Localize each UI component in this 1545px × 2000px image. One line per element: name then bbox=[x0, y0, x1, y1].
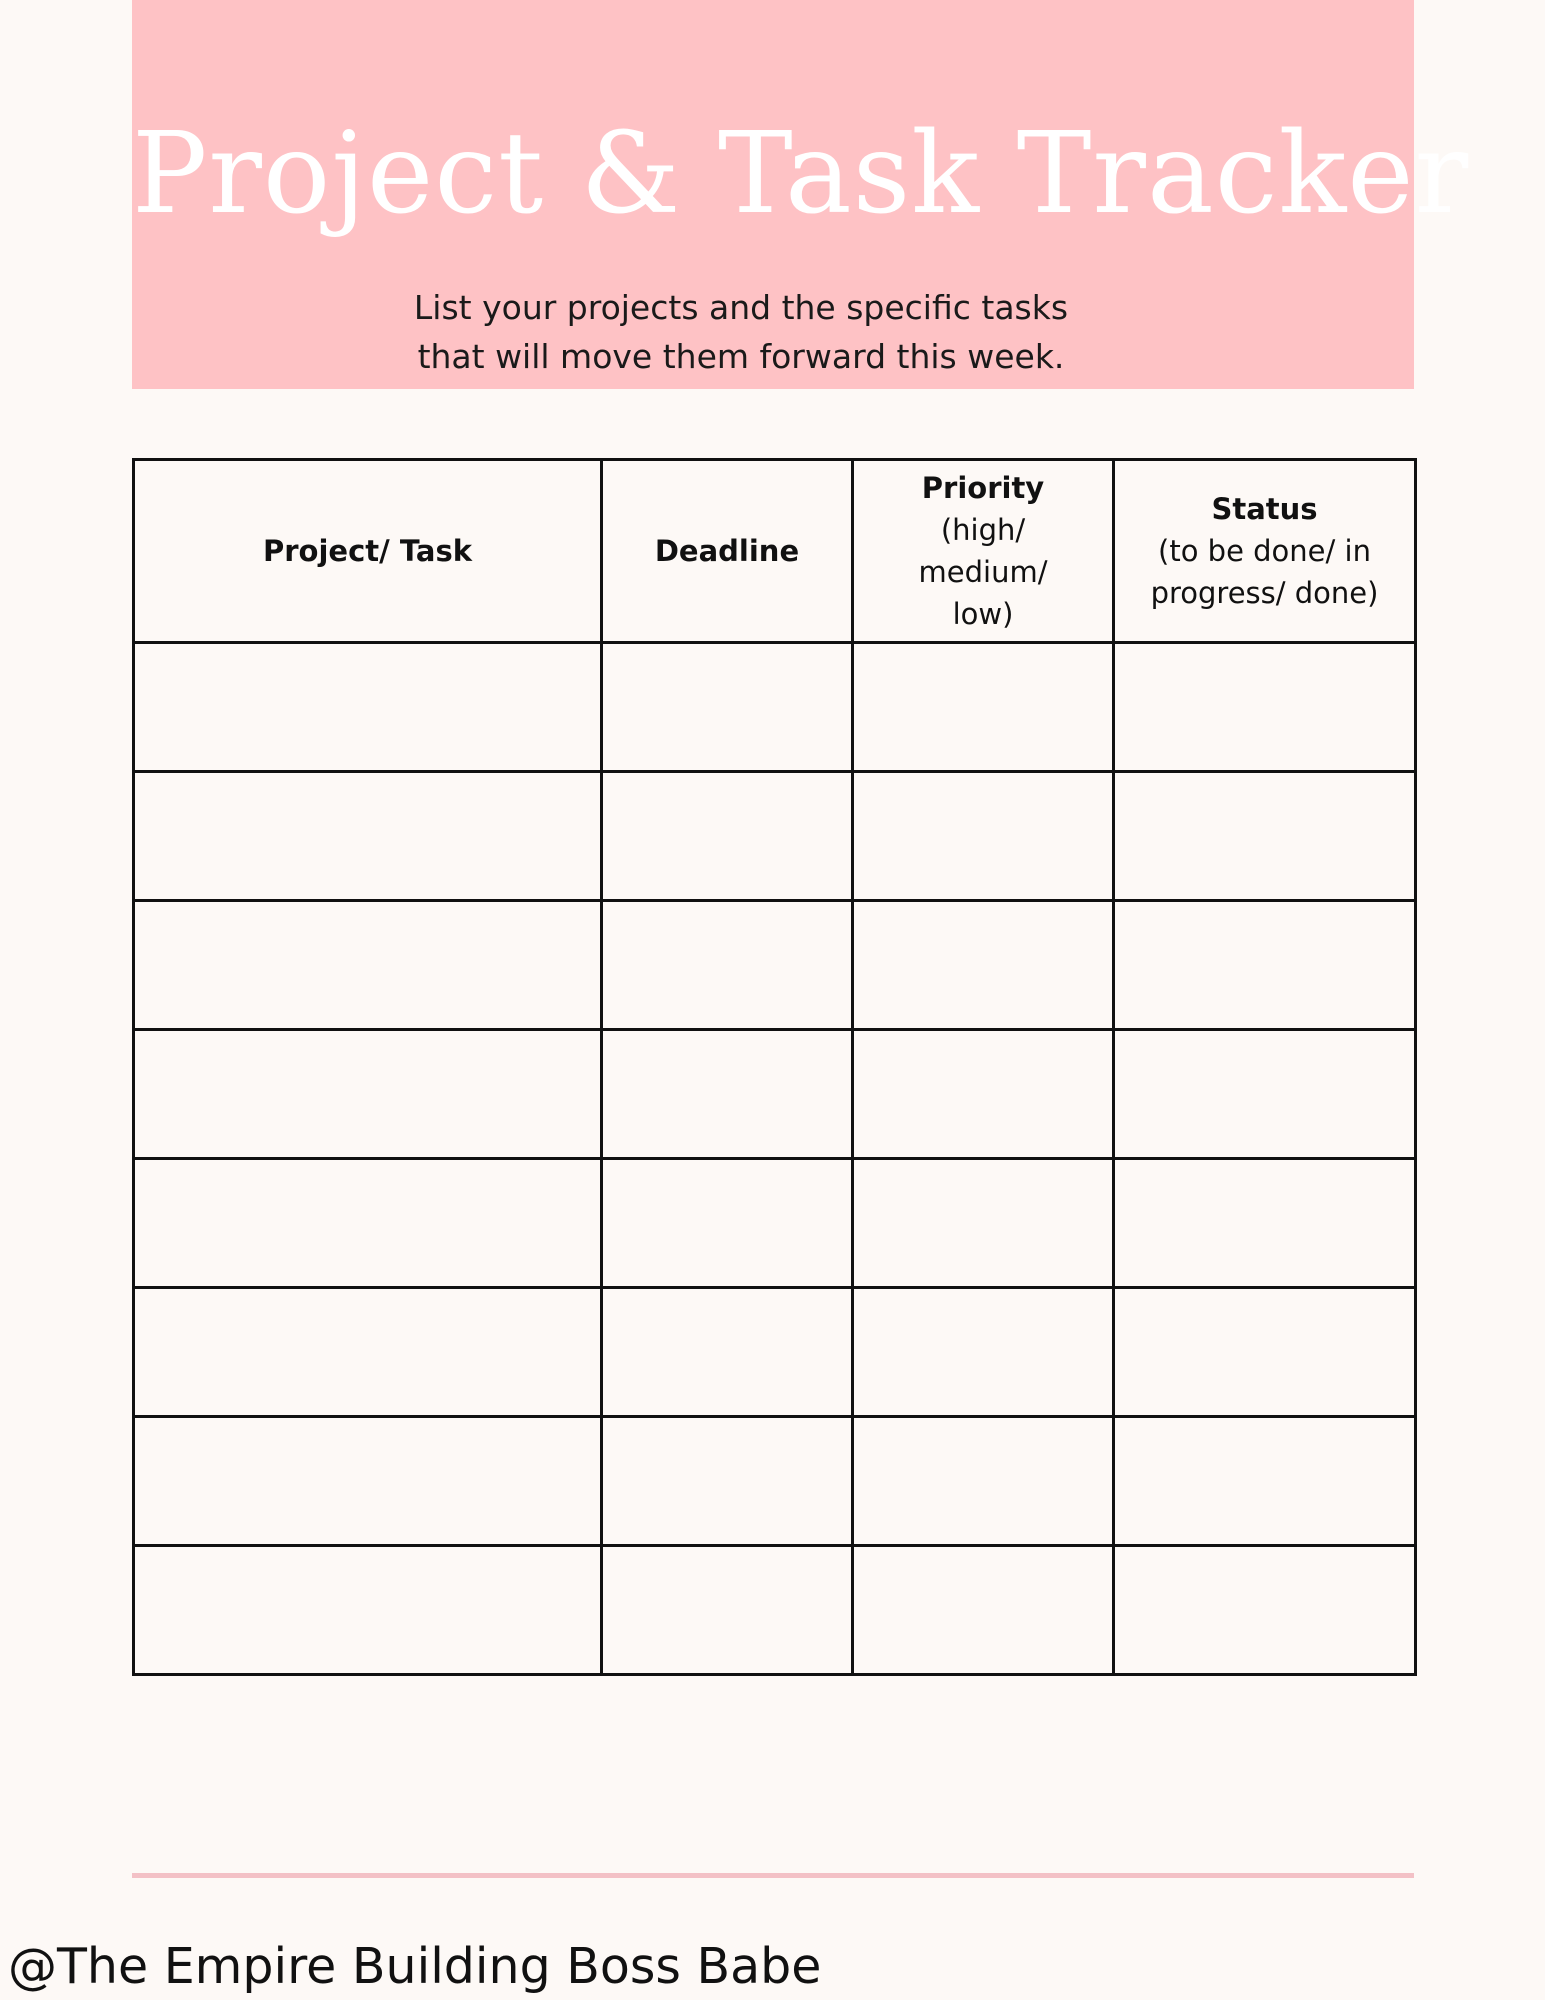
page-title: Project & Task Tracker bbox=[132, 109, 1470, 239]
deadline-cell[interactable] bbox=[602, 1288, 853, 1417]
header-row bbox=[134, 460, 1416, 643]
deadline-cell[interactable] bbox=[602, 901, 853, 1030]
deadline-cell[interactable] bbox=[602, 1546, 853, 1675]
project-task-cell[interactable] bbox=[134, 1030, 602, 1159]
table-row bbox=[134, 901, 1416, 1030]
table-row bbox=[134, 1030, 1416, 1159]
column-header-label: Priority bbox=[921, 471, 1045, 505]
project-task-cell[interactable] bbox=[134, 1546, 602, 1675]
project-task-cell[interactable] bbox=[134, 1288, 602, 1417]
priority-cell[interactable] bbox=[853, 901, 1114, 1030]
status-cell[interactable] bbox=[1114, 772, 1416, 901]
deadline-cell[interactable] bbox=[602, 772, 853, 901]
column-header-label: Project/ Task bbox=[263, 534, 472, 568]
priority-cell[interactable] bbox=[853, 1288, 1114, 1417]
status-cell[interactable] bbox=[1114, 1546, 1416, 1675]
footer-handle: @The Empire Building Boss Babe bbox=[8, 1938, 822, 1995]
project-task-cell[interactable] bbox=[134, 1159, 602, 1288]
status-cell[interactable] bbox=[1114, 1159, 1416, 1288]
status-cell[interactable] bbox=[1114, 1417, 1416, 1546]
column-header-project-task bbox=[134, 460, 602, 643]
deadline-cell[interactable] bbox=[602, 1159, 853, 1288]
status-cell[interactable] bbox=[1114, 1030, 1416, 1159]
column-header-priority bbox=[853, 460, 1114, 643]
deadline-cell[interactable] bbox=[602, 1417, 853, 1546]
priority-cell[interactable] bbox=[853, 772, 1114, 901]
table-row bbox=[134, 1417, 1416, 1546]
status-cell[interactable] bbox=[1114, 1288, 1416, 1417]
column-header-hint: (high/ medium/ low) bbox=[918, 513, 1048, 631]
project-task-cell[interactable] bbox=[134, 643, 602, 772]
priority-cell[interactable] bbox=[853, 1159, 1114, 1288]
priority-cell[interactable] bbox=[853, 1546, 1114, 1675]
subtitle-line: List your projects and the specific tasks bbox=[413, 288, 1069, 327]
project-task-cell[interactable] bbox=[134, 772, 602, 901]
table-row bbox=[134, 643, 1416, 772]
column-header-hint: (to be done/ in progress/ done) bbox=[1150, 534, 1379, 610]
tracker-table bbox=[132, 458, 1417, 1676]
table-row bbox=[134, 1288, 1416, 1417]
project-task-cell[interactable] bbox=[134, 901, 602, 1030]
subtitle-line: that will move them forward this week. bbox=[417, 337, 1065, 376]
column-header-status bbox=[1114, 460, 1416, 643]
column-header-label: Status bbox=[1211, 492, 1318, 526]
priority-cell[interactable] bbox=[853, 1030, 1114, 1159]
page-subtitle bbox=[132, 283, 1350, 381]
table-row bbox=[134, 772, 1416, 901]
status-cell[interactable] bbox=[1114, 901, 1416, 1030]
table-row bbox=[134, 1546, 1416, 1675]
column-header-label: Deadline bbox=[654, 534, 800, 568]
priority-cell[interactable] bbox=[853, 1417, 1114, 1546]
deadline-cell[interactable] bbox=[602, 1030, 853, 1159]
priority-cell[interactable] bbox=[853, 643, 1114, 772]
deadline-cell[interactable] bbox=[602, 643, 853, 772]
header-banner bbox=[132, 0, 1470, 389]
table-row bbox=[134, 1159, 1416, 1288]
project-task-cell[interactable] bbox=[134, 1417, 602, 1546]
column-header-deadline bbox=[602, 460, 853, 643]
status-cell[interactable] bbox=[1114, 643, 1416, 772]
footer-divider bbox=[132, 1873, 1414, 1878]
